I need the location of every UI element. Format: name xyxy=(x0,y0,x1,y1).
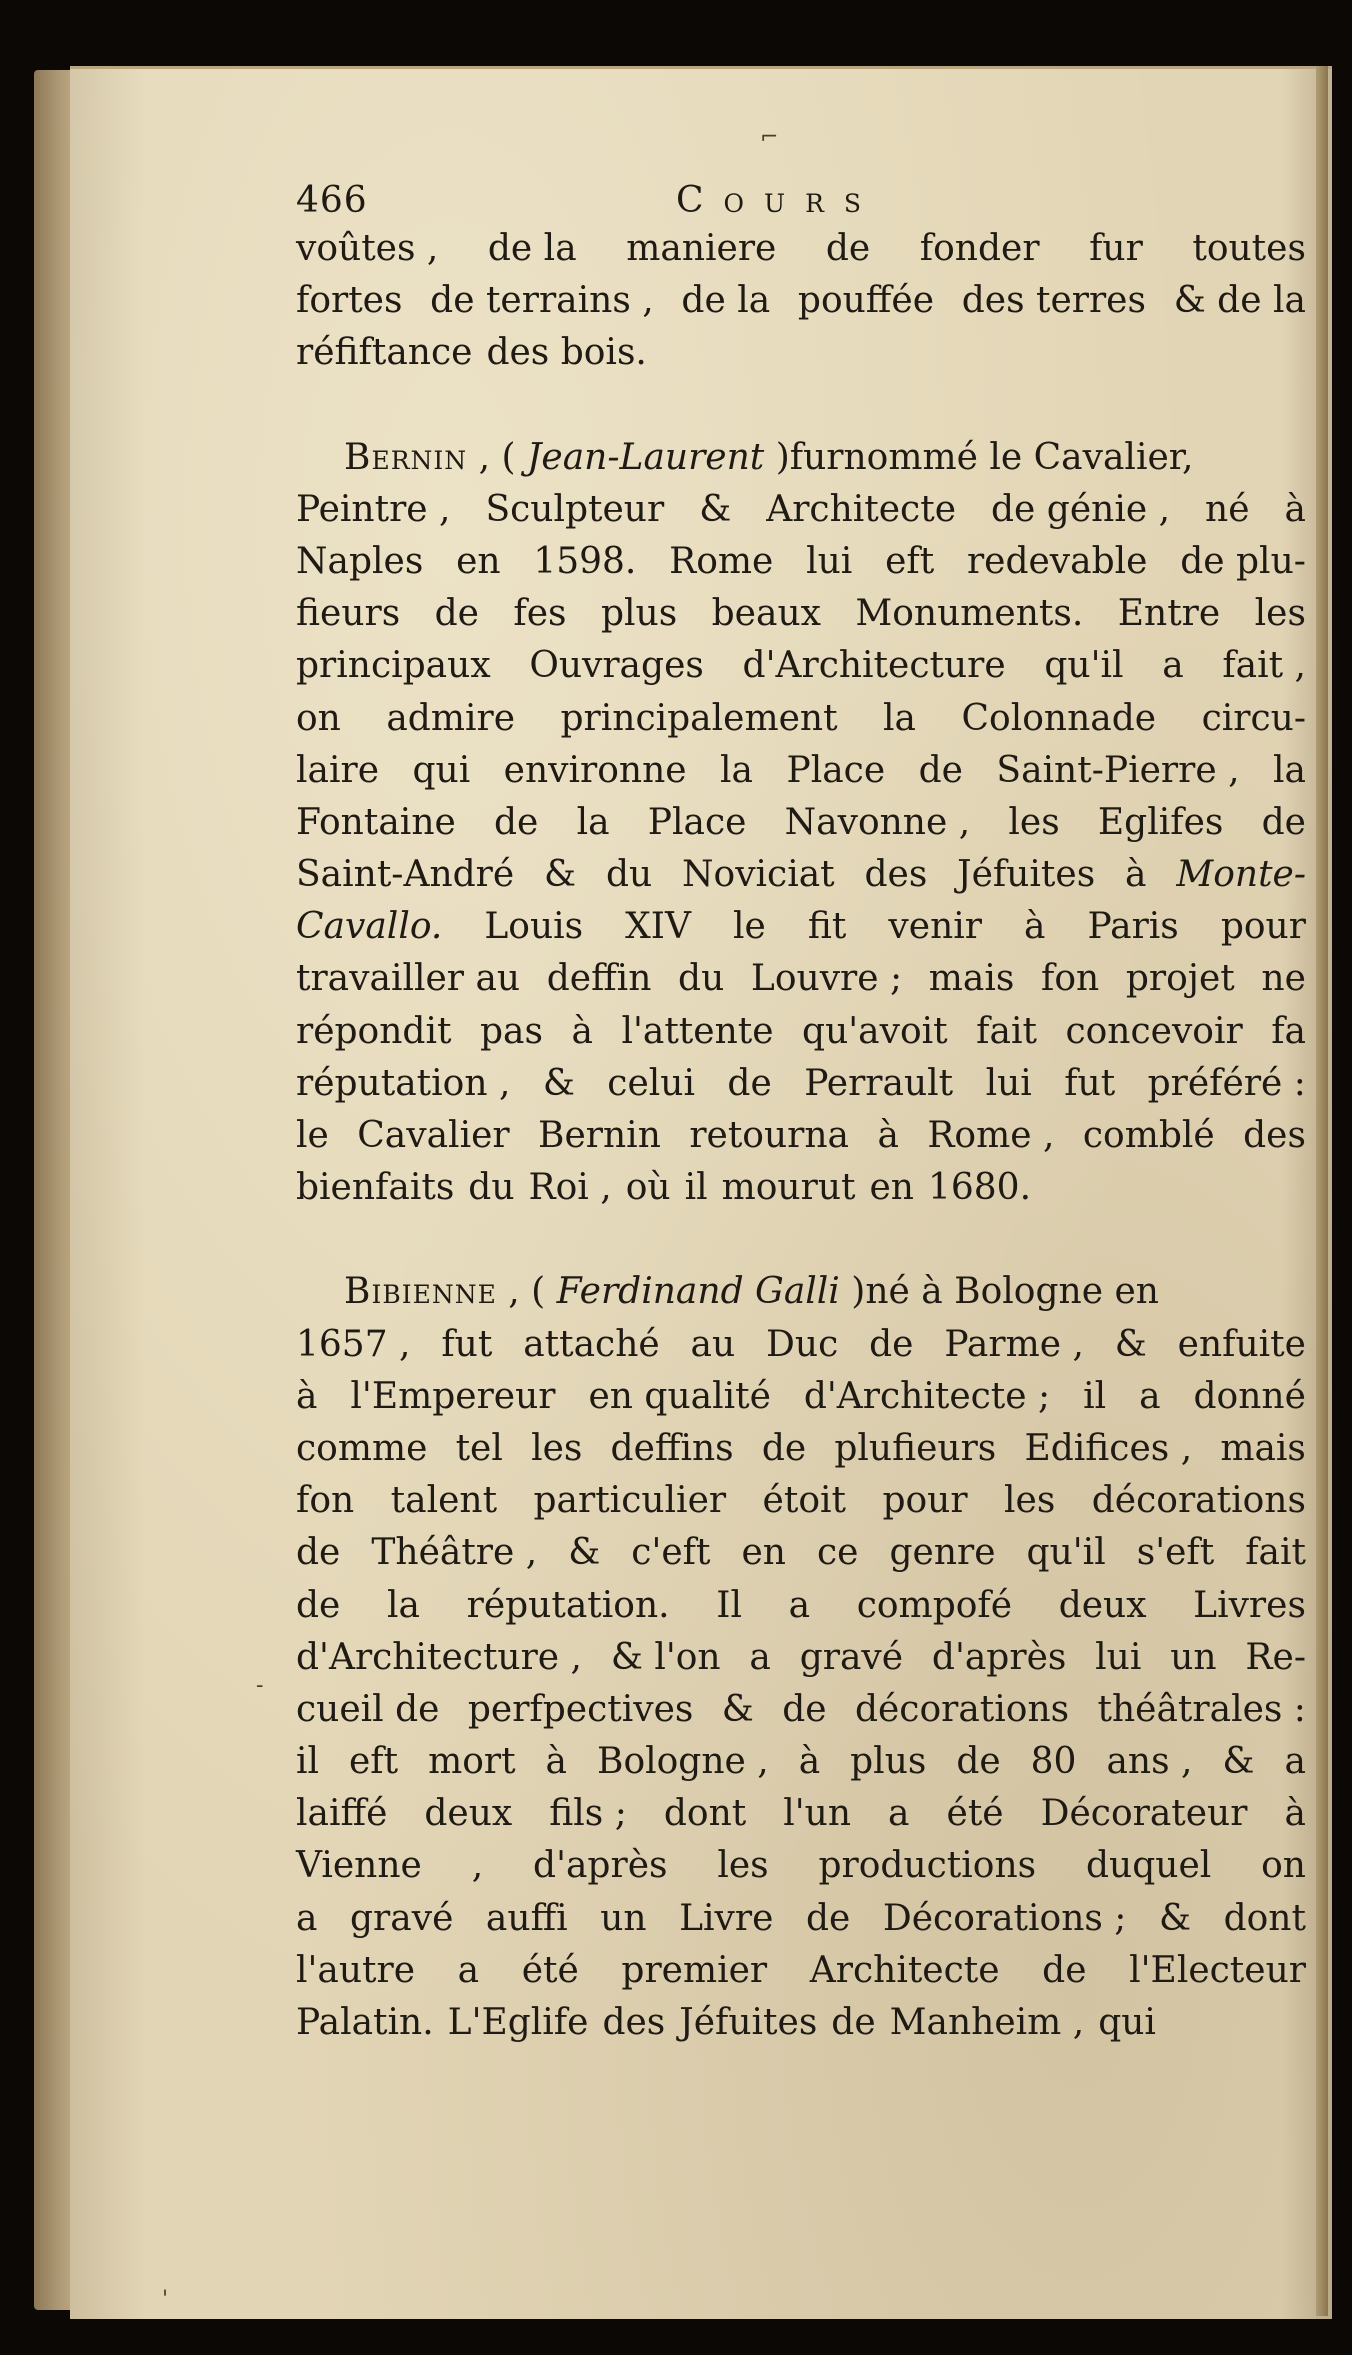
text-word: de xyxy=(918,749,963,791)
text-word: Jéfuites xyxy=(679,2002,818,2043)
text-word: Place xyxy=(786,749,886,791)
text-word: ans , xyxy=(1106,1741,1193,1783)
text-word: les xyxy=(1004,1480,1056,1522)
text-word: & xyxy=(1158,1897,1192,1939)
margin-mark: - xyxy=(256,1673,264,1698)
text-line xyxy=(296,849,1306,901)
text-word: principalement xyxy=(560,697,838,739)
text-word: Re- xyxy=(1245,1636,1306,1678)
text-word: un xyxy=(600,1897,647,1939)
text-word: eft xyxy=(349,1741,399,1783)
text-word: premier xyxy=(621,1949,768,1991)
text-word: concevoir xyxy=(1065,1010,1243,1052)
text-word: plufieurs xyxy=(834,1427,997,1469)
text-word: gravé xyxy=(799,1636,904,1678)
text-word: d'Architecture xyxy=(742,645,1006,687)
text-word: été xyxy=(521,1949,579,1991)
text-word: redevable xyxy=(966,540,1148,582)
text-word: Monuments. xyxy=(855,593,1084,635)
text-word: & xyxy=(544,854,577,896)
text-word: retourna xyxy=(689,1115,850,1156)
page-number: 466 xyxy=(296,180,368,221)
text-line xyxy=(296,588,1306,640)
text-word: de xyxy=(782,1688,827,1730)
text-word: attaché xyxy=(523,1323,660,1365)
text-word: du xyxy=(605,854,653,896)
text-word: la xyxy=(1272,749,1306,791)
entry-given-name: Jean-Laurent xyxy=(526,436,765,478)
text-word: la xyxy=(720,749,754,791)
text-word: le xyxy=(733,906,766,948)
text-word: décorations xyxy=(1091,1480,1306,1522)
text-word: à xyxy=(877,1115,899,1156)
text-word: de la xyxy=(681,280,771,322)
text-word: à xyxy=(798,1741,821,1783)
text-line xyxy=(296,1893,1306,1945)
text-word: la xyxy=(883,697,917,739)
text-word: Palatin. xyxy=(296,2002,434,2043)
text-word: les xyxy=(1008,801,1060,843)
text-word: a xyxy=(1139,1375,1161,1417)
text-line xyxy=(296,1110,1306,1162)
text-word: Cavallo. xyxy=(296,906,443,948)
text-word: préféré : xyxy=(1147,1062,1306,1104)
entry-name: Bibienne xyxy=(344,1271,497,1313)
text-word: fa xyxy=(1271,1010,1306,1052)
text-word: d'après xyxy=(931,1636,1067,1678)
text-word: de xyxy=(727,1062,772,1104)
text-word: Rome xyxy=(669,540,774,582)
text-word: à xyxy=(1125,854,1147,896)
text-word: toutes xyxy=(1192,228,1306,269)
text-word: fonder xyxy=(919,228,1040,269)
text-word: l'un xyxy=(783,1793,852,1835)
text-word: Vienne xyxy=(296,1845,422,1887)
text-word: Ouvrages xyxy=(529,645,704,687)
text-word: enfuite xyxy=(1177,1323,1306,1365)
text-line xyxy=(296,1162,1306,1214)
text-word: tel xyxy=(455,1427,503,1469)
text-word: Edifices , xyxy=(1024,1427,1193,1469)
text-word: de xyxy=(434,593,479,635)
text-word: celui xyxy=(607,1062,695,1104)
text-word: fait xyxy=(976,1010,1037,1052)
text-word: ne xyxy=(1261,958,1306,1000)
text-word: gravé xyxy=(350,1897,454,1939)
text-word: a xyxy=(1162,645,1184,687)
text-word: Théâtre , xyxy=(371,1532,538,1574)
text-word: la xyxy=(387,1584,420,1626)
text-word: de xyxy=(1261,801,1306,843)
text-word: à xyxy=(296,1375,318,1417)
text-word: à xyxy=(1024,906,1046,948)
text-line xyxy=(296,953,1306,1005)
text-word: comblé xyxy=(1082,1115,1215,1156)
text-word: Jéfuites xyxy=(957,854,1096,896)
text-word: les xyxy=(717,1845,769,1887)
text-word: principaux xyxy=(296,645,491,687)
text-word: l'Electeur xyxy=(1129,1949,1306,1991)
text-word: fait xyxy=(1245,1532,1306,1574)
text-line xyxy=(296,640,1306,692)
text-word: mort xyxy=(428,1741,516,1783)
text-line xyxy=(296,797,1306,849)
text-word: Eglifes xyxy=(1097,801,1224,843)
text-line xyxy=(296,1475,1306,1527)
text-word: à xyxy=(545,1741,568,1783)
text-word: Décorateur xyxy=(1040,1793,1248,1835)
text-word: réputation , xyxy=(296,1062,511,1104)
text-word: en xyxy=(456,540,501,582)
text-word: Duc xyxy=(766,1323,839,1365)
text-word: fit xyxy=(807,906,847,948)
text-word: comme xyxy=(296,1427,428,1469)
text-word: & xyxy=(568,1532,601,1574)
text-line xyxy=(296,1788,1306,1840)
text-word: Saint-André xyxy=(296,854,515,896)
text-word: furnommé le Cavalier, xyxy=(789,436,1194,478)
text-word: & xyxy=(699,488,732,530)
text-word: Manheim , xyxy=(889,2002,1085,2043)
text-word: Architecte xyxy=(809,1949,1000,1991)
text-line xyxy=(296,1736,1306,1788)
text-word: Livres xyxy=(1193,1584,1306,1626)
text-word: de xyxy=(296,1584,341,1626)
text-line xyxy=(296,693,1306,745)
page-text xyxy=(296,175,1306,2049)
text-line xyxy=(296,484,1306,536)
text-word: environne xyxy=(503,749,687,791)
text-word: 1598. xyxy=(533,540,637,582)
text-word: lui xyxy=(1095,1636,1142,1678)
text-word: beaux xyxy=(711,593,821,635)
text-word: on xyxy=(296,697,341,739)
text-word: du xyxy=(678,958,725,1000)
text-word: plus xyxy=(600,593,678,635)
text-word: 80 xyxy=(1030,1741,1077,1783)
text-line xyxy=(296,745,1306,797)
text-word: fut xyxy=(1064,1062,1116,1104)
text-word: lui xyxy=(806,540,853,582)
text-word: Décorations ; xyxy=(882,1897,1127,1939)
margin-mark: ' xyxy=(162,2287,169,2312)
text-word: des bois. xyxy=(486,332,647,374)
text-line xyxy=(296,1997,1306,2049)
text-word: Cavalier xyxy=(357,1115,510,1156)
paragraph-bernin xyxy=(296,432,1306,1215)
text-word: a xyxy=(457,1949,480,1991)
text-word: Bernin xyxy=(538,1115,661,1156)
text-line xyxy=(296,1058,1306,1110)
text-word: Saint-Pierre , xyxy=(996,749,1240,791)
text-word: des xyxy=(864,854,928,896)
text-word: qui xyxy=(412,749,471,791)
text-word: , xyxy=(471,1845,484,1887)
text-word: la xyxy=(576,801,610,843)
text-word: de xyxy=(1042,1949,1087,1991)
text-line xyxy=(296,1527,1306,1579)
text-line xyxy=(296,1371,1306,1423)
text-word: Parme , xyxy=(944,1323,1084,1365)
text-word: Roi , xyxy=(528,1167,612,1209)
text-word: l'attente xyxy=(621,1010,774,1052)
text-line xyxy=(296,1266,1306,1318)
text-word: fieurs xyxy=(296,593,401,635)
text-word: fon xyxy=(296,1480,355,1522)
text-line xyxy=(296,1319,1306,1371)
text-word: répondit xyxy=(296,1010,452,1052)
text-word: né xyxy=(1205,488,1250,530)
text-word: été xyxy=(946,1793,1004,1835)
text-word: deffin xyxy=(546,958,652,1000)
text-word: de xyxy=(956,1741,1001,1783)
text-word: lui xyxy=(985,1062,1032,1104)
text-word: travailler au xyxy=(296,958,521,1000)
text-word: 1680. xyxy=(927,1167,1032,1209)
entry-name: Bernin xyxy=(344,436,468,478)
text-word: décorations xyxy=(854,1688,1070,1730)
text-word: des xyxy=(1243,1115,1306,1156)
text-word: l'Empereur xyxy=(350,1375,556,1417)
text-word: à xyxy=(1284,1793,1306,1835)
running-head: Cours xyxy=(676,180,882,221)
text-word: L'Eglife xyxy=(447,2002,589,2043)
text-line xyxy=(296,275,1306,327)
text-word: 1657 , xyxy=(296,1323,411,1365)
text-word: Monte- xyxy=(1176,854,1306,896)
text-word: à xyxy=(571,1010,593,1052)
text-word: d'Architecte ; xyxy=(803,1375,1051,1417)
text-word: des xyxy=(602,2002,666,2043)
entry-close-paren: ) xyxy=(764,436,790,478)
text-word: a xyxy=(1284,1741,1306,1783)
text-line xyxy=(296,1840,1306,1892)
text-line xyxy=(296,327,1306,379)
text-word: mais xyxy=(928,958,1015,1000)
text-word: fortes xyxy=(296,280,403,322)
text-word: Sculpteur xyxy=(485,488,665,530)
text-word: a xyxy=(749,1636,771,1678)
text-word: laiffé xyxy=(296,1793,388,1835)
text-word: particulier xyxy=(533,1480,727,1522)
text-word: fut xyxy=(441,1323,493,1365)
text-word: Rome , xyxy=(927,1115,1055,1156)
text-word: admire xyxy=(386,697,516,739)
text-line xyxy=(296,1423,1306,1475)
text-word: mourut xyxy=(721,1167,856,1209)
text-word: de xyxy=(761,1427,807,1469)
text-word: & xyxy=(1114,1323,1147,1365)
text-word: donné xyxy=(1193,1375,1306,1417)
paragraph-continuation xyxy=(296,223,1306,380)
text-word: qu'il xyxy=(1026,1532,1106,1574)
text-word: pour xyxy=(882,1480,968,1522)
text-word: auffi xyxy=(485,1897,568,1939)
text-word: & xyxy=(721,1688,754,1730)
text-word: Place xyxy=(647,801,747,843)
text-word: il xyxy=(296,1741,320,1783)
text-word: c'eft xyxy=(631,1532,711,1574)
text-line xyxy=(296,1632,1306,1684)
text-word: théâtrales : xyxy=(1097,1688,1306,1730)
text-word: & de la xyxy=(1173,280,1306,322)
text-word: en xyxy=(741,1532,786,1574)
page-header xyxy=(296,175,1306,223)
text-word: dont xyxy=(663,1793,747,1835)
text-word: s'eft xyxy=(1136,1532,1215,1574)
text-word: & xyxy=(542,1062,575,1104)
text-word: Noviciat xyxy=(682,854,835,896)
text-word: projet xyxy=(1125,958,1235,1000)
text-word: compofé xyxy=(856,1584,1013,1626)
text-word: Bologne , xyxy=(596,1741,769,1783)
text-word: l'autre xyxy=(296,1949,416,1991)
text-word: Louvre ; xyxy=(750,958,903,1000)
text-word: fur xyxy=(1089,228,1143,269)
text-word: où xyxy=(625,1167,671,1209)
text-word: fon xyxy=(1041,958,1100,1000)
text-word: talent xyxy=(390,1480,498,1522)
text-word: dont xyxy=(1223,1897,1306,1939)
text-word: de xyxy=(869,1323,914,1365)
text-word: de terrains , xyxy=(430,280,654,322)
text-word: fils ; xyxy=(549,1793,627,1835)
text-word: le xyxy=(296,1115,329,1156)
text-word: deux xyxy=(1058,1584,1147,1626)
text-word: Livre xyxy=(679,1897,774,1939)
text-word: Fontaine xyxy=(296,801,456,843)
text-word: des terres xyxy=(961,280,1146,322)
text-word: Naples xyxy=(296,540,424,582)
text-word: de plu- xyxy=(1180,540,1306,582)
text-word: un xyxy=(1170,1636,1217,1678)
text-word: & l'on xyxy=(610,1636,721,1678)
paragraph-gap xyxy=(296,380,1306,432)
text-word: ce xyxy=(816,1532,859,1574)
text-word: les xyxy=(531,1427,583,1469)
paragraph-gap xyxy=(296,1214,1306,1266)
text-line xyxy=(296,1684,1306,1736)
text-word: Colonnade xyxy=(961,697,1157,739)
text-word: de xyxy=(296,1532,341,1574)
text-word: de la xyxy=(487,228,577,269)
body-paragraphs xyxy=(296,223,1306,2049)
text-word: deux xyxy=(424,1793,513,1835)
text-word: pouffée xyxy=(797,280,934,322)
text-word: de génie , xyxy=(990,488,1171,530)
entry-given-name: Ferdinand Galli xyxy=(556,1271,840,1313)
text-line xyxy=(296,1945,1306,1997)
text-line xyxy=(296,901,1306,953)
text-word: en xyxy=(869,1167,914,1209)
text-word: XIV xyxy=(625,906,692,948)
text-word: né à Bologne en xyxy=(865,1271,1159,1313)
text-word: laire xyxy=(296,749,380,791)
text-word: venir xyxy=(888,906,982,948)
text-word: d'Architecture , xyxy=(296,1636,582,1678)
text-word: Perrault xyxy=(804,1062,954,1104)
text-word: les xyxy=(1254,593,1306,635)
text-line xyxy=(296,1580,1306,1632)
text-word: étoit xyxy=(762,1480,846,1522)
text-word: qu'il xyxy=(1044,645,1124,687)
text-word: plus xyxy=(850,1741,927,1783)
text-word: mais xyxy=(1220,1427,1306,1469)
text-word: réfiftance xyxy=(296,332,473,374)
text-word: Paris xyxy=(1087,906,1179,948)
text-word: de xyxy=(494,801,539,843)
text-word: eft xyxy=(885,540,935,582)
text-line xyxy=(296,1006,1306,1058)
text-word: il xyxy=(684,1167,708,1209)
text-word: Navonne , xyxy=(784,801,971,843)
text-word: fait , xyxy=(1222,645,1306,687)
text-word: pour xyxy=(1220,906,1306,948)
text-word: de xyxy=(805,1897,851,1939)
right-page-edge xyxy=(1316,66,1328,2316)
text-word: il xyxy=(1083,1375,1107,1417)
text-word: perfpectives xyxy=(467,1688,694,1730)
text-word: a xyxy=(888,1793,910,1835)
text-word: Louis xyxy=(484,906,584,948)
text-line xyxy=(296,223,1306,275)
text-word: productions xyxy=(818,1845,1037,1887)
text-word: bienfaits xyxy=(296,1167,455,1209)
entry-lead xyxy=(344,1266,865,1318)
text-word: Architecte xyxy=(766,488,956,530)
text-word: réputation. xyxy=(466,1584,670,1626)
text-word: de xyxy=(825,228,871,269)
entry-punct: , ( xyxy=(496,1271,557,1313)
text-word: d'après xyxy=(533,1845,668,1887)
text-word: fes xyxy=(513,593,567,635)
text-word: Il xyxy=(716,1584,742,1626)
text-word: Peintre , xyxy=(296,488,451,530)
text-word: maniere xyxy=(626,228,777,269)
text-word: a xyxy=(296,1897,318,1939)
text-word: & xyxy=(1222,1741,1255,1783)
text-line xyxy=(296,536,1306,588)
top-ink-mark: ⌐ xyxy=(760,125,779,150)
text-word: pas xyxy=(479,1010,543,1052)
entry-punct: , ( xyxy=(467,436,527,478)
text-word: voûtes , xyxy=(296,228,439,269)
text-word: au xyxy=(690,1323,736,1365)
text-word: en qualité xyxy=(588,1375,771,1417)
text-word: qui xyxy=(1098,2002,1156,2043)
text-word: duquel xyxy=(1085,1845,1212,1887)
text-word: de xyxy=(831,2002,876,2043)
text-word: deffins xyxy=(610,1427,734,1469)
text-word: du xyxy=(468,1167,515,1209)
text-line xyxy=(296,432,1306,484)
text-word: genre xyxy=(889,1532,996,1574)
entry-lead xyxy=(344,432,790,484)
text-word: Entre xyxy=(1117,593,1221,635)
text-word: qu'avoit xyxy=(802,1010,948,1052)
entry-close-paren: ) xyxy=(839,1271,866,1313)
text-word: cueil de xyxy=(296,1688,440,1730)
text-word: on xyxy=(1261,1845,1306,1887)
text-word: a xyxy=(788,1584,811,1626)
text-word: à xyxy=(1284,488,1306,530)
paragraph-bibienne xyxy=(296,1266,1306,2049)
text-word: circu- xyxy=(1201,697,1306,739)
